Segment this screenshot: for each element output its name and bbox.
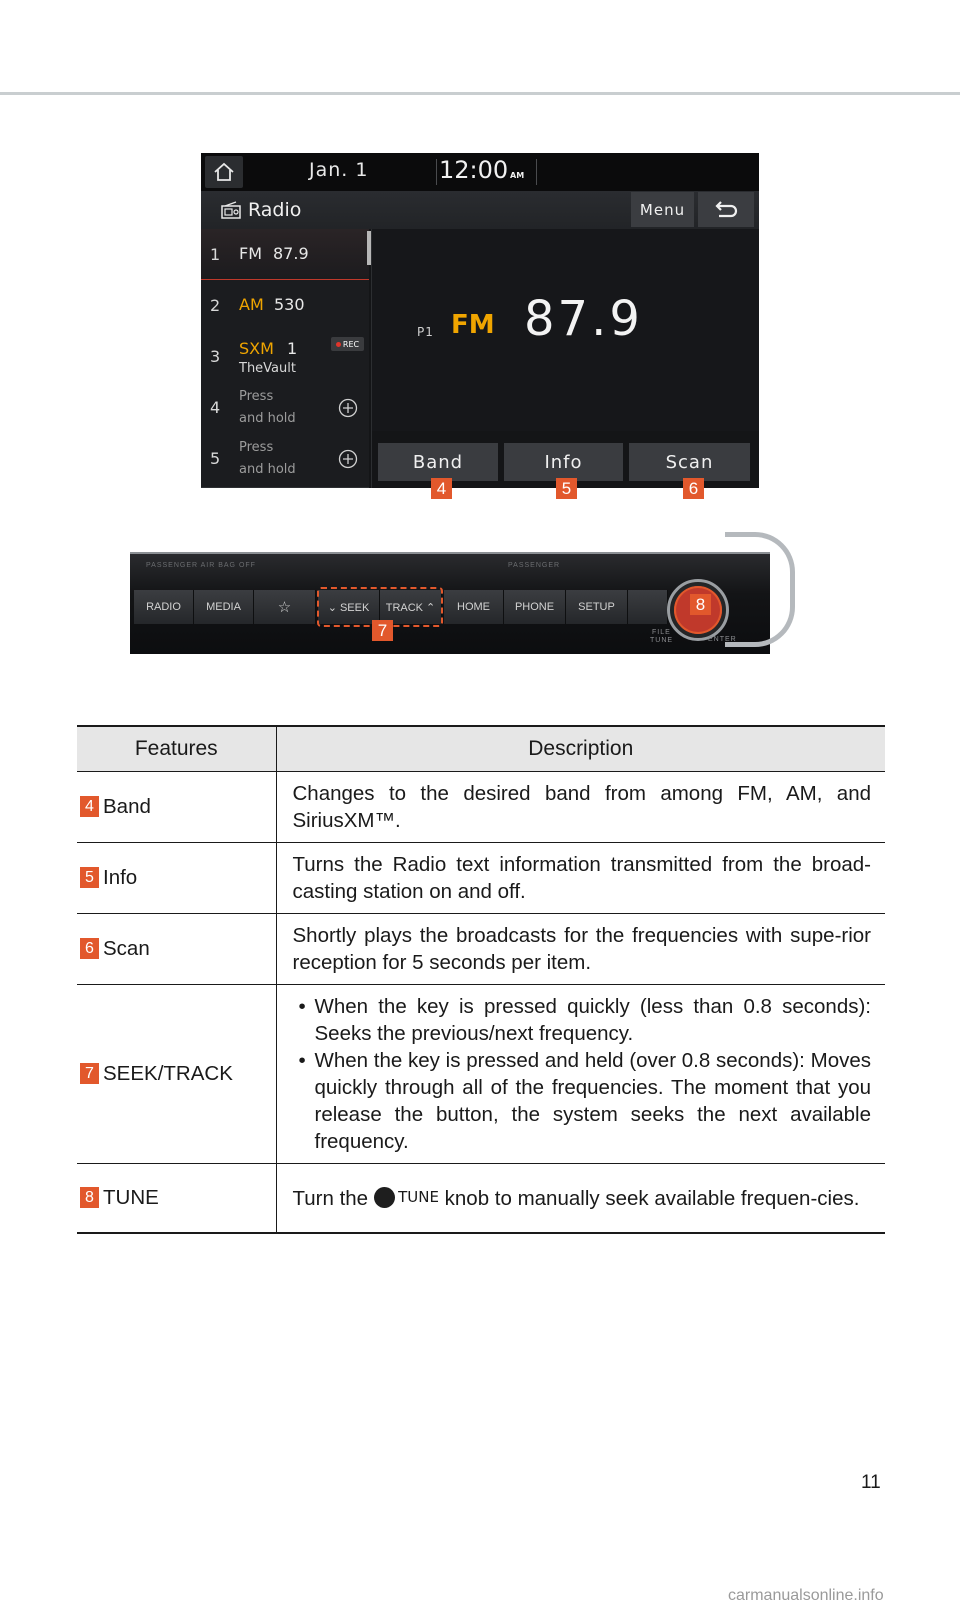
media-hw-button[interactable]: MEDIA	[194, 590, 254, 624]
description-cell: Turns the Radio text information transmitted from the broad-casting station on and off.	[276, 842, 885, 913]
preset-frequency: 530	[274, 295, 305, 314]
home-hw-button[interactable]: HOME	[444, 590, 504, 624]
add-preset-icon[interactable]	[338, 398, 358, 418]
callout-tag: 7	[80, 1063, 99, 1084]
description-cell: Shortly plays the broadcasts for the frequencies with supe-rior reception for 5 seconds per item.	[276, 913, 885, 984]
feature-cell	[77, 1163, 276, 1233]
tune-knob-icon	[374, 1187, 395, 1208]
preset-item-5[interactable]	[201, 433, 369, 488]
feature-name: Scan	[103, 937, 150, 960]
callout-info: 5	[556, 478, 577, 499]
table-row	[77, 913, 885, 984]
preset-item-1[interactable]	[201, 229, 369, 281]
back-icon	[714, 201, 738, 219]
table-header-row	[77, 726, 885, 771]
current-band: FM	[451, 310, 495, 340]
tune-knob-word: TUNE	[398, 1187, 439, 1206]
feature-cell	[77, 842, 276, 913]
bullet-item: • When the key is pressed and held (over 0.8 seconds): Moves quickly through all of the frequencies. The moment that you release the button, the system seeks the next available frequency.	[293, 1047, 872, 1155]
rec-label: REC	[342, 339, 360, 349]
band-button[interactable]: Band	[378, 443, 498, 481]
home-button[interactable]	[205, 156, 243, 188]
status-ampm: AM	[510, 171, 525, 180]
feature-name: TUNE	[103, 1186, 159, 1210]
favorite-hw-button[interactable]: ☆	[254, 590, 316, 624]
preset-hint-line1: Press	[239, 440, 274, 455]
passenger-label: PASSENGER	[508, 562, 561, 569]
track-hw-button[interactable]: TRACK ⌃	[380, 590, 442, 624]
preset-band: SXM	[239, 339, 274, 358]
radio-hw-button[interactable]: RADIO	[134, 590, 194, 624]
description-header: Description	[276, 726, 885, 771]
features-table	[77, 725, 885, 1234]
description-cell	[276, 984, 885, 1163]
feature-cell	[77, 913, 276, 984]
info-button[interactable]: Info	[504, 443, 623, 481]
feature-cell	[77, 771, 276, 842]
divider	[536, 159, 537, 185]
top-rule	[0, 92, 960, 95]
title-bar	[201, 191, 759, 229]
blank-hw-button	[628, 590, 668, 624]
preset-number: 5	[210, 449, 221, 468]
setup-hw-button[interactable]: SETUP	[566, 590, 628, 624]
preset-number: 3	[210, 347, 221, 366]
preset-number: 1	[210, 245, 221, 264]
features-header: Features	[77, 726, 276, 771]
status-clock: 12:00	[439, 156, 509, 184]
screen-title: Radio	[248, 199, 302, 221]
callout-tag: 6	[80, 938, 99, 959]
rec-dot-icon	[336, 342, 341, 347]
feature-name: Info	[103, 866, 138, 889]
table-row	[77, 984, 885, 1163]
control-panel	[130, 532, 825, 674]
description-cell	[276, 1163, 885, 1233]
callout-tag: 8	[80, 1187, 99, 1208]
preset-station-name: TheVault	[239, 361, 296, 376]
bullet-item: • When the key is pressed quickly (less than 0.8 seconds): Seeks the previous/next frequency.	[293, 993, 872, 1047]
radio-screen	[201, 153, 759, 488]
callout-seek: 7	[372, 620, 393, 641]
page-number: 11	[861, 1472, 881, 1493]
preset-number: 4	[210, 398, 221, 417]
knob-enter-label: ENTER	[708, 636, 737, 643]
airbag-label: PASSENGER AIR BAG OFF	[146, 562, 256, 569]
radio-icon	[221, 201, 241, 219]
preset-item-2[interactable]	[201, 280, 369, 332]
back-button[interactable]	[698, 192, 754, 227]
preset-number: 2	[210, 296, 221, 315]
preset-band: FM	[239, 244, 263, 263]
callout-tune: 8	[690, 594, 711, 615]
knob-file-label: FILE	[652, 629, 671, 636]
preset-item-4[interactable]	[201, 382, 369, 434]
preset-hint-line1: Press	[239, 389, 274, 404]
status-date: Jan. 1	[309, 159, 369, 181]
preset-item-3[interactable]	[201, 331, 369, 383]
table-row	[77, 842, 885, 913]
table-row	[77, 771, 885, 842]
phone-hw-button[interactable]: PHONE	[504, 590, 566, 624]
status-bar	[201, 153, 759, 191]
callout-band: 4	[431, 478, 452, 499]
preset-hint-line2: and hold	[239, 462, 296, 477]
feature-name: Band	[103, 795, 151, 818]
divider	[436, 159, 437, 185]
preset-page-label: P1	[417, 325, 434, 339]
callout-tag: 5	[80, 867, 99, 888]
add-preset-icon[interactable]	[338, 449, 358, 469]
tune-desc-pre: Turn the	[292, 1186, 369, 1210]
tune-desc-post: knob to manually seek available frequen-cies.	[444, 1186, 860, 1210]
feature-cell	[77, 984, 276, 1163]
panel-trim	[725, 532, 795, 647]
scan-button[interactable]: Scan	[629, 443, 750, 481]
preset-channel: 1	[287, 339, 298, 358]
callout-tag: 4	[80, 796, 99, 817]
menu-button[interactable]: Menu	[631, 192, 694, 227]
feature-name: SEEK/TRACK	[103, 1062, 233, 1085]
watermark: carmanualsonline.info	[728, 1587, 884, 1604]
seek-hw-button[interactable]: ⌄ SEEK	[318, 590, 380, 624]
current-frequency: 87.9	[524, 291, 643, 347]
bullet-list	[293, 993, 872, 1155]
description-cell: Changes to the desired band from among FM, AM, and SiriusXM™.	[276, 771, 885, 842]
preset-hint-line2: and hold	[239, 411, 296, 426]
home-icon	[213, 162, 235, 182]
preset-band: AM	[239, 295, 264, 314]
table-row	[77, 1163, 885, 1233]
preset-frequency: 87.9	[273, 244, 309, 263]
knob-tune-label: TUNE	[650, 637, 674, 644]
callout-scan: 6	[683, 478, 704, 499]
rec-badge	[331, 337, 364, 351]
